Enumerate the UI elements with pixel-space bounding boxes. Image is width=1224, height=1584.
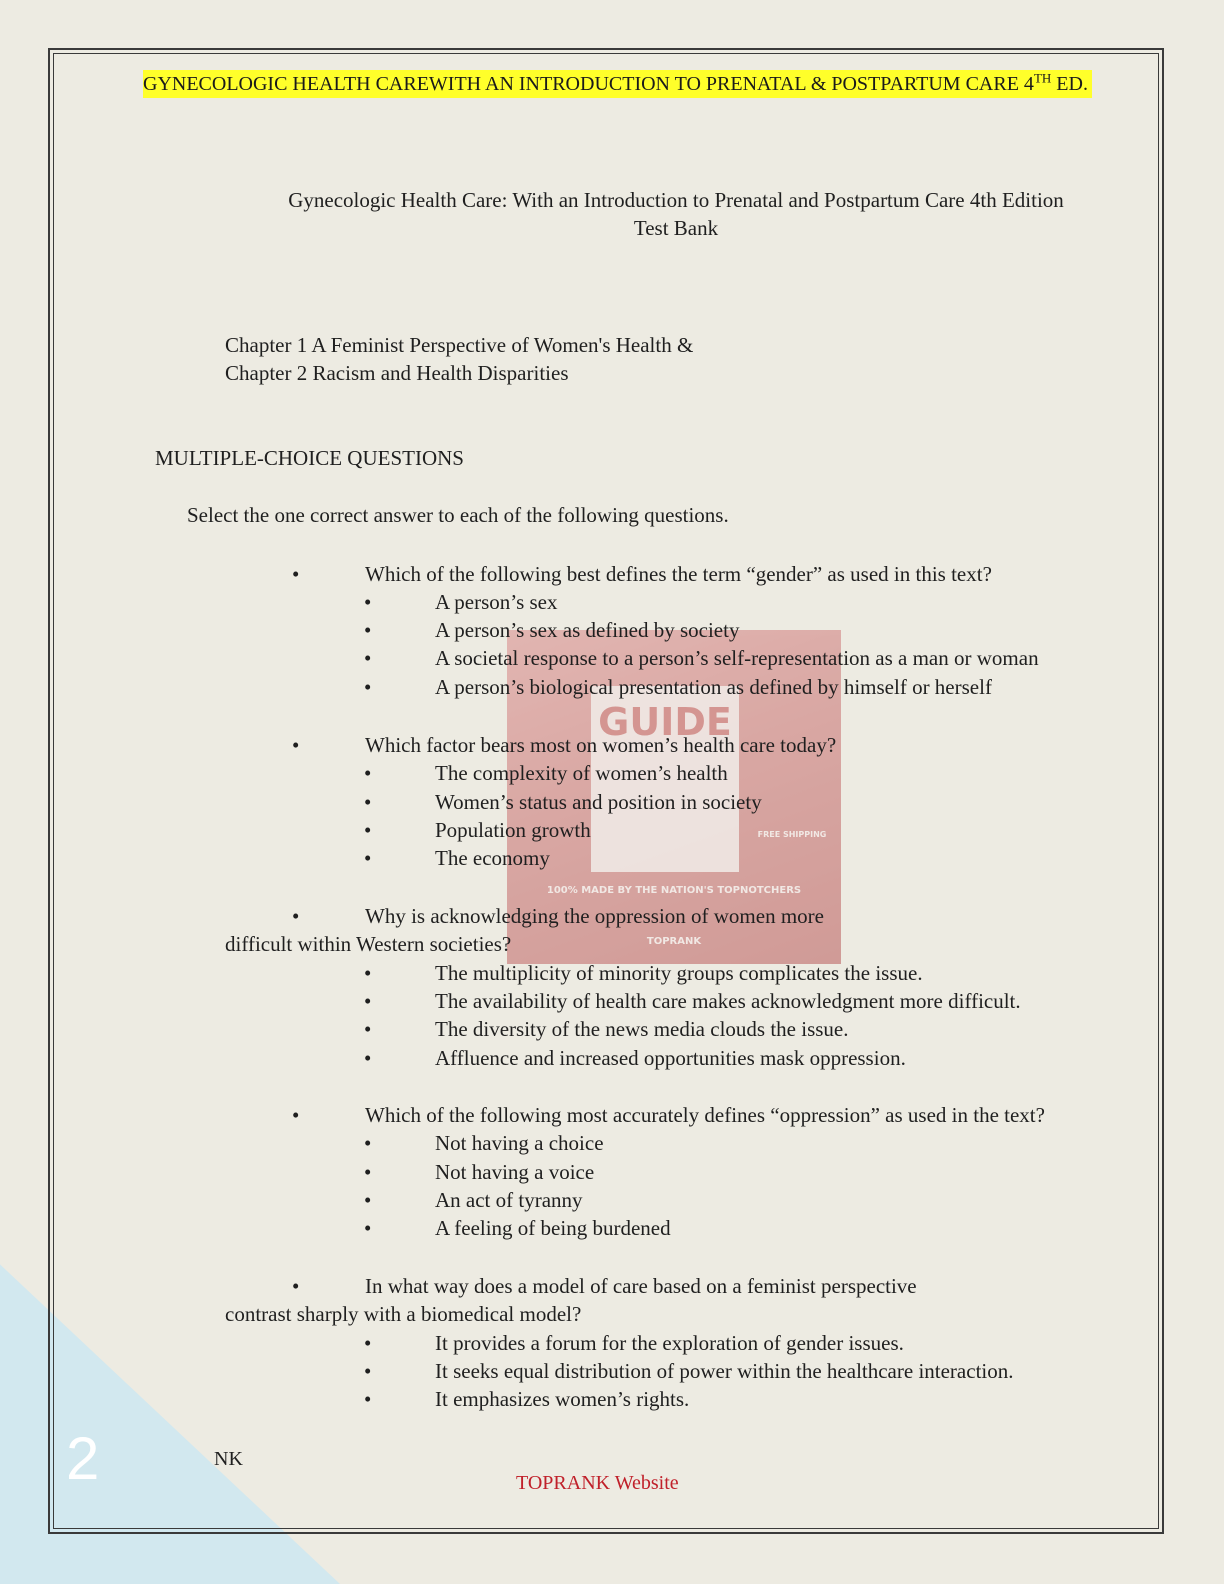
question-bullet: • (292, 562, 300, 586)
question-bullet: • (292, 733, 300, 757)
question-4-option-c: An act of tyranny (435, 1188, 583, 1212)
chapter-list (225, 331, 693, 387)
option-bullet: • (364, 1046, 372, 1070)
question-3-option-d: Affluence and increased opportunities mask oppression. (435, 1046, 906, 1070)
question-4-option-d: A feeling of being burdened (435, 1216, 671, 1240)
option-bullet: • (364, 1188, 372, 1212)
option-bullet: • (364, 1017, 372, 1041)
option-bullet: • (364, 590, 372, 614)
option-bullet: • (364, 1359, 372, 1383)
question-2-option-c: Population growth (435, 818, 591, 842)
question-2-option-d: The economy (435, 846, 550, 870)
title-line-2: Test Bank (633, 216, 719, 240)
option-bullet: • (364, 846, 372, 870)
question-1-text: Which of the following best defines the term “gender” as used in this text? (365, 562, 992, 586)
chapter-line-1: Chapter 1 A Feminist Perspective of Women's Health & (225, 333, 694, 357)
option-bullet: • (364, 790, 372, 814)
option-bullet: • (364, 1160, 372, 1184)
question-bullet: • (292, 1274, 300, 1298)
instructions: Select the one correct answer to each of the following questions. (187, 503, 729, 527)
question-3-text: Why is acknowledging the oppression of women more (365, 904, 824, 928)
question-2-option-b: Women’s status and position in society (435, 790, 762, 814)
option-bullet: • (364, 818, 372, 842)
toprank-website-link[interactable]: TOPRANK Website (516, 1472, 679, 1494)
question-1-option-b: A person’s sex as defined by society (435, 618, 740, 642)
header-banner (143, 70, 1092, 98)
question-3-option-b: The availability of health care makes acknowledgment more difficult. (435, 989, 1021, 1013)
question-3-text-cont: difficult within Western societies? (225, 932, 512, 956)
section-heading: MULTIPLE-CHOICE QUESTIONS (155, 446, 464, 470)
option-bullet: • (364, 1131, 372, 1155)
question-5-option-a: It provides a forum for the exploration of gender issues. (435, 1331, 904, 1355)
watermark-tagline: 100% MADE BY THE NATION'S TOPNOTCHERS (546, 885, 802, 896)
option-bullet: • (364, 989, 372, 1013)
option-bullet: • (364, 1331, 372, 1355)
chapter-line-2: Chapter 2 Racism and Health Disparities (225, 361, 569, 385)
question-3-option-c: The diversity of the news media clouds the issue. (435, 1017, 849, 1041)
header-banner-sup: TH (1033, 70, 1052, 86)
question-5-text-cont: contrast sharply with a biomedical model? (225, 1302, 582, 1326)
watermark-brand: TOPRANK (646, 936, 702, 947)
page-number: 2 (66, 1425, 100, 1492)
header-banner-end: ED. (1051, 73, 1088, 95)
watermark-shipping: FREE SHIPPING (757, 830, 827, 839)
question-1-option-c: A societal response to a person’s self-representation as a man or woman (435, 646, 1039, 670)
question-5-option-b: It seeks equal distribution of power within the healthcare interaction. (435, 1359, 1014, 1383)
question-2-option-a: The complexity of women’s health (435, 761, 728, 785)
footer-fragment: NK (214, 1448, 243, 1470)
option-bullet: • (364, 675, 372, 699)
question-1-option-d: A person’s biological presentation as defined by himself or herself (435, 675, 992, 699)
question-bullet: • (292, 904, 300, 928)
question-4-text: Which of the following most accurately defines “oppression” as used in the text? (365, 1103, 1045, 1127)
title-line-1: Gynecologic Health Care: With an Introduction to Prenatal and Postpartum Care 4th Edition (288, 188, 1064, 212)
question-4-option-a: Not having a choice (435, 1131, 604, 1155)
watermark-guide-text: GUIDE (598, 700, 732, 744)
header-banner-main: GYNECOLOGIC HEALTH CAREWITH AN INTRODUCTION TO PRENATAL & POSTPARTUM CARE 4 (143, 73, 1034, 95)
option-bullet: • (364, 618, 372, 642)
option-bullet: • (364, 646, 372, 670)
question-2-text: Which factor bears most on women’s health care today? (365, 733, 837, 757)
option-bullet: • (364, 761, 372, 785)
question-4-option-b: Not having a voice (435, 1160, 595, 1184)
question-1-option-a: A person’s sex (435, 590, 558, 614)
question-3-option-a: The multiplicity of minority groups complicates the issue. (435, 961, 923, 985)
question-5-text: In what way does a model of care based on a feminist perspective (365, 1274, 917, 1298)
question-bullet: • (292, 1103, 300, 1127)
document-title (236, 186, 1116, 242)
question-5-option-c: It emphasizes women’s rights. (435, 1387, 690, 1411)
option-bullet: • (364, 961, 372, 985)
option-bullet: • (364, 1387, 372, 1411)
option-bullet: • (364, 1216, 372, 1240)
